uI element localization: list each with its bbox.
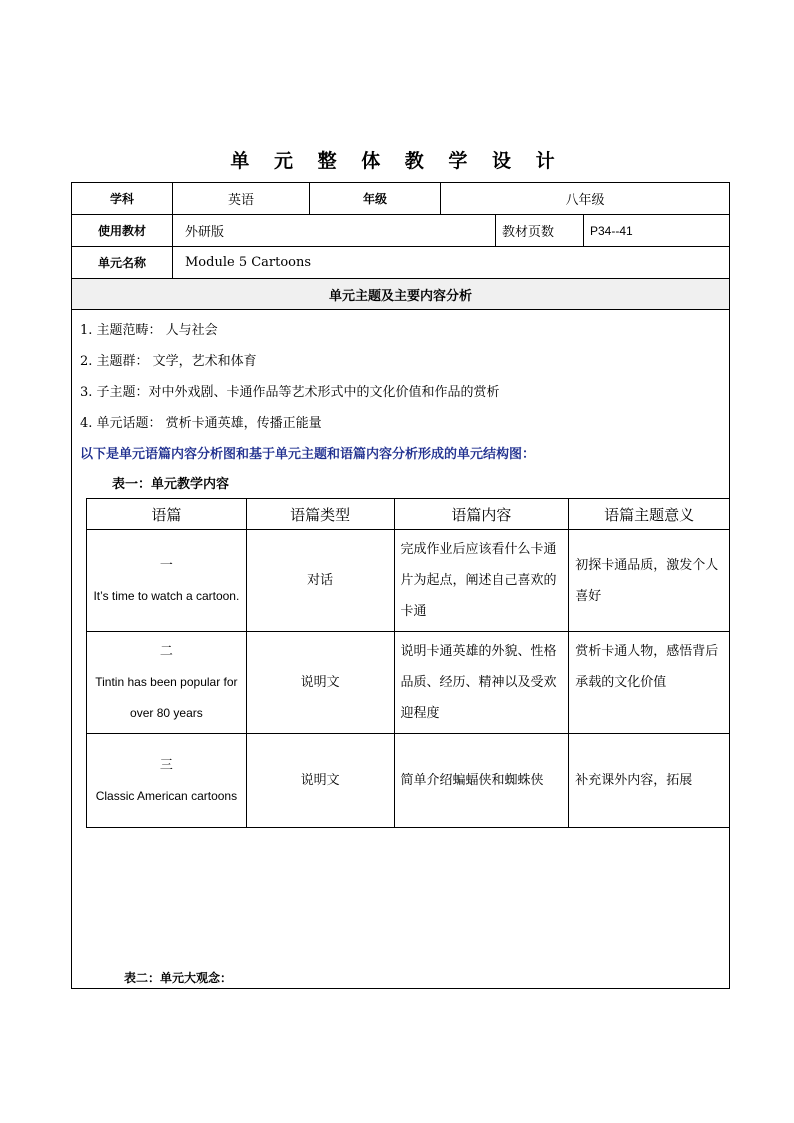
meaning-cell: 初探卡通品质，激发个人喜好: [569, 530, 730, 632]
text-number: 二: [159, 644, 173, 659]
header-cell: 语篇主题意义: [569, 499, 730, 530]
table-row: [87, 632, 730, 734]
page-title: 单 元 整 体 教 学 设 计: [230, 150, 564, 172]
text-name: Classic American cartoons: [95, 788, 238, 803]
textbook-value: 外研版: [173, 215, 496, 246]
text-name: Tintin has been popular for over 80 years: [95, 675, 238, 720]
textbook-row: [72, 215, 729, 247]
content-cell: 说明卡通英雄的外貌、性格品质、经历、精神以及受欢迎程度: [394, 632, 569, 734]
subject-row: [72, 183, 729, 215]
type-cell: 说明文: [246, 632, 394, 734]
content-cell: 简单介绍蝙蝠侠和蜘蛛侠: [394, 734, 569, 828]
meaning-cell: 赏析卡通人物，感悟背后承载的文化价值: [569, 632, 730, 734]
intro-text: 以下是单元语篇内容分析图和基于单元主题和语篇内容分析形成的单元结构图：: [80, 447, 536, 462]
table1-title: 表一：单元教学内容: [112, 477, 230, 492]
unit-row: [72, 247, 729, 279]
content-table: [86, 498, 730, 828]
table-header-row: [87, 499, 730, 530]
text-cell: [87, 734, 247, 828]
grade-value: 八年级: [565, 193, 605, 208]
text-cell: [87, 632, 247, 734]
subject-label: 学科: [72, 183, 173, 214]
header-cell: 语篇: [87, 499, 247, 530]
table-row: [87, 530, 730, 632]
text-name: It’s time to watch a cartoon.: [93, 588, 240, 603]
text-number: 一: [159, 557, 173, 573]
header-cell: 语篇内容: [394, 499, 569, 530]
text-number: 三: [159, 757, 173, 773]
content-cell: 完成作业后应该看什么卡通片为起点，阐述自己喜欢的卡通: [394, 530, 569, 632]
unit-value: Module 5 Cartoons: [185, 255, 312, 270]
subject-value: 英语: [173, 183, 310, 214]
table-row: [87, 734, 730, 828]
analysis-item: 3. 子主题：对中外戏剧、卡通作品等艺术形式中的文化价值和作品的赏析: [80, 385, 500, 400]
grade-label: 年级: [310, 183, 441, 214]
analysis-item: 2. 主题群： 文学，艺术和体育: [80, 354, 257, 369]
meaning-cell: 补充课外内容，拓展: [569, 734, 730, 828]
header-cell: 语篇类型: [246, 499, 394, 530]
table2-title: 表二：单元大观念：: [124, 971, 233, 985]
pages-value: P34--41: [590, 223, 633, 238]
section-row: [72, 279, 729, 310]
textbook-label: 使用教材: [72, 215, 173, 246]
analysis-item: 4. 单元话题： 赏析卡通英雄，传播正能量: [80, 416, 322, 431]
analysis-item: 1. 主题范畴： 人与社会: [80, 323, 218, 338]
design-table: [71, 182, 730, 989]
type-cell: 对话: [246, 530, 394, 632]
type-cell: 说明文: [246, 734, 394, 828]
text-cell: [87, 530, 247, 632]
unit-label: 单元名称: [72, 247, 173, 278]
pages-label: 教材页数: [496, 215, 584, 246]
section-title: 单元主题及主要内容分析: [72, 279, 729, 309]
